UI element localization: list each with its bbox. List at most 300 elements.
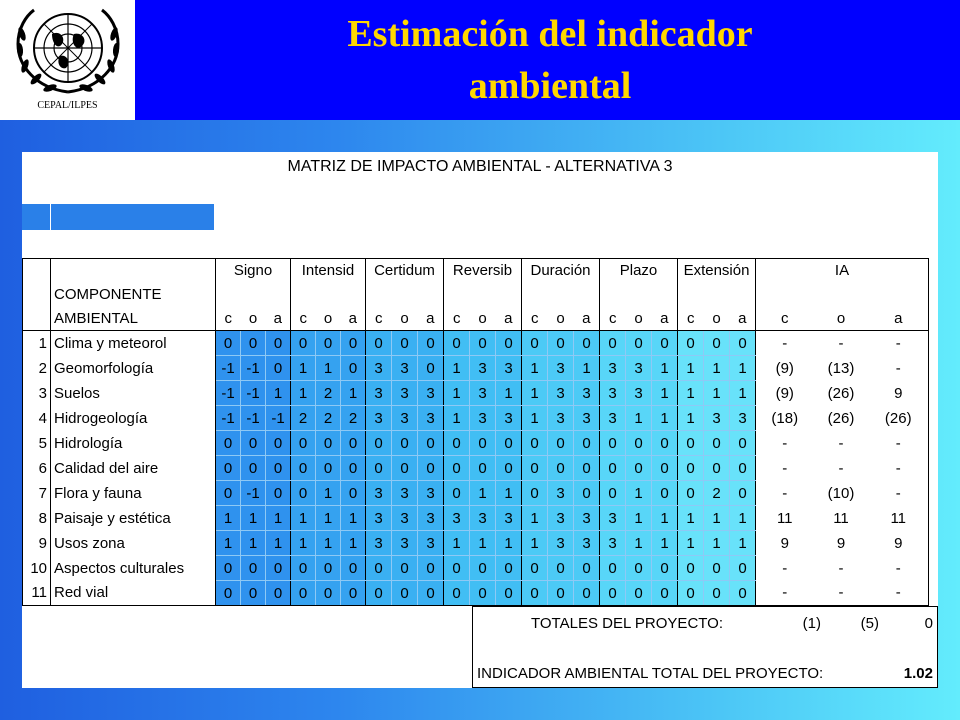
matrix-value: 0 — [266, 556, 291, 581]
row-number: 11 — [23, 581, 51, 606]
matrix-value: 0 — [418, 456, 444, 481]
group-header-ia: IA — [756, 259, 929, 283]
matrix-value: 0 — [600, 556, 626, 581]
matrix-value: 1 — [291, 506, 316, 531]
group-spacer — [678, 283, 756, 307]
matrix-value: 1 — [266, 506, 291, 531]
matrix-value: 1 — [316, 506, 341, 531]
matrix-value: 0 — [291, 456, 316, 481]
matrix-value: 0 — [548, 556, 574, 581]
matrix-value: 2 — [316, 381, 341, 406]
matrix-value: 0 — [652, 331, 678, 356]
matrix-value: 0 — [444, 431, 470, 456]
sub-label: a — [730, 307, 756, 331]
matrix-value: 0 — [522, 456, 548, 481]
matrix-value: 0 — [626, 456, 652, 481]
matrix-value: 0 — [316, 331, 341, 356]
matrix-value: 0 — [600, 331, 626, 356]
matrix-value: 0 — [291, 556, 316, 581]
ia-value: - — [869, 356, 929, 381]
matrix-value: 3 — [600, 506, 626, 531]
matrix-value: 0 — [418, 331, 444, 356]
matrix-value: 3 — [366, 481, 392, 506]
sub-label: a — [869, 307, 929, 331]
matrix-value: 0 — [704, 331, 730, 356]
matrix-value: 3 — [600, 381, 626, 406]
matrix-value: 1 — [241, 531, 266, 556]
matrix-value: 0 — [216, 581, 241, 606]
row-number: 8 — [23, 506, 51, 531]
ia-value: - — [869, 481, 929, 506]
matrix-value: 1 — [291, 381, 316, 406]
matrix-value: 0 — [366, 581, 392, 606]
matrix-value: 3 — [470, 356, 496, 381]
group-spacer — [756, 283, 929, 307]
row-number: 4 — [23, 406, 51, 431]
slide-header — [0, 0, 960, 120]
matrix-value: -1 — [241, 481, 266, 506]
matrix-value: 0 — [704, 456, 730, 481]
matrix-value: 1 — [522, 381, 548, 406]
matrix-value: 1 — [522, 531, 548, 556]
matrix-value: 0 — [418, 431, 444, 456]
matrix-value: 0 — [316, 556, 341, 581]
matrix-value: 0 — [470, 556, 496, 581]
matrix-value: 3 — [574, 531, 600, 556]
matrix-value: 0 — [548, 456, 574, 481]
ia-value: - — [756, 556, 814, 581]
matrix-value: 1 — [216, 531, 241, 556]
component-name: Geomorfología — [51, 356, 216, 381]
matrix-value: 0 — [678, 431, 704, 456]
matrix-value: 0 — [216, 481, 241, 506]
matrix-value: 0 — [366, 431, 392, 456]
ia-value: (9) — [756, 356, 814, 381]
matrix-value: 1 — [341, 531, 366, 556]
table-row — [23, 431, 929, 456]
component-name: Paisaje y estética — [51, 506, 216, 531]
matrix-value: 1 — [241, 506, 266, 531]
matrix-value: 0 — [216, 456, 241, 481]
table-row — [23, 406, 929, 431]
matrix-value: 3 — [574, 406, 600, 431]
spreadsheet-area — [22, 152, 938, 688]
ia-value: (10) — [827, 484, 855, 502]
matrix-value: 3 — [548, 356, 574, 381]
matrix-value: 1 — [730, 531, 756, 556]
matrix-value: 0 — [266, 581, 291, 606]
matrix-value: 0 — [522, 581, 548, 606]
matrix-value: 1 — [216, 506, 241, 531]
matrix-value: 1 — [626, 406, 652, 431]
slide-title — [200, 8, 900, 112]
sub-label: o — [548, 307, 574, 331]
matrix-value: 3 — [496, 506, 522, 531]
matrix-value: 1 — [678, 506, 704, 531]
matrix-value: 0 — [341, 581, 366, 606]
impact-matrix — [22, 258, 929, 606]
matrix-value: 0 — [704, 556, 730, 581]
matrix-value: 3 — [366, 381, 392, 406]
row-number: 2 — [23, 356, 51, 381]
ia-value: 9 — [869, 381, 929, 406]
matrix-value: 3 — [392, 381, 418, 406]
matrix-value: 1 — [730, 356, 756, 381]
matrix-value: -1 — [241, 381, 266, 406]
matrix-value: 1 — [678, 531, 704, 556]
matrix-value: 0 — [266, 331, 291, 356]
ia-value: - — [838, 459, 844, 477]
matrix-value: 3 — [704, 406, 730, 431]
matrix-title: MATRIZ DE IMPACTO AMBIENTAL - ALTERNATIVA 3 — [287, 158, 673, 175]
totals-label: TOTALES DEL PROYECTO: — [531, 615, 723, 632]
table-row — [23, 531, 929, 556]
table-row — [23, 356, 929, 381]
matrix-value: -1 — [216, 356, 241, 381]
group-spacer — [291, 283, 366, 307]
matrix-value: 1 — [496, 531, 522, 556]
matrix-value: -1 — [241, 356, 266, 381]
matrix-value: 3 — [366, 406, 392, 431]
matrix-value: 1 — [470, 481, 496, 506]
matrix-value: 3 — [626, 381, 652, 406]
matrix-value: 1 — [496, 381, 522, 406]
totals-box — [472, 606, 938, 688]
matrix-value: 0 — [522, 481, 548, 506]
matrix-value: 1 — [496, 481, 522, 506]
matrix-value: -1 — [216, 406, 241, 431]
logo-panel — [0, 0, 135, 120]
matrix-value: 1 — [316, 356, 341, 381]
matrix-value: 3 — [418, 406, 444, 431]
ia-value: - — [756, 456, 814, 481]
sub-label: o — [316, 307, 341, 331]
matrix-value: 0 — [496, 456, 522, 481]
matrix-value: 0 — [341, 481, 366, 506]
component-name: Usos zona — [51, 531, 216, 556]
matrix-value: 3 — [574, 506, 600, 531]
group-spacer — [600, 283, 678, 307]
matrix-value: 0 — [341, 331, 366, 356]
org-label: CEPAL/ILPES — [37, 100, 98, 111]
sub-label: o — [470, 307, 496, 331]
matrix-value: 0 — [316, 581, 341, 606]
matrix-value: 0 — [600, 456, 626, 481]
sub-label: o — [626, 307, 652, 331]
matrix-value: 3 — [366, 356, 392, 381]
row-number: 3 — [23, 381, 51, 406]
matrix-value: 0 — [418, 581, 444, 606]
matrix-value: -1 — [241, 406, 266, 431]
matrix-value: 0 — [418, 356, 444, 381]
matrix-value: 1 — [704, 506, 730, 531]
matrix-value: 0 — [522, 431, 548, 456]
matrix-value: 0 — [392, 331, 418, 356]
matrix-value: 0 — [341, 456, 366, 481]
sub-label: o — [704, 307, 730, 331]
matrix-value: 0 — [678, 331, 704, 356]
matrix-value: 1 — [626, 481, 652, 506]
sub-label: o — [241, 307, 266, 331]
matrix-value: 0 — [366, 456, 392, 481]
matrix-value: 1 — [626, 506, 652, 531]
matrix-value: 0 — [626, 331, 652, 356]
matrix-value: 1 — [316, 531, 341, 556]
matrix-value: 0 — [418, 556, 444, 581]
matrix-value: 1 — [444, 406, 470, 431]
matrix-value: 0 — [241, 431, 266, 456]
matrix-value: 0 — [548, 431, 574, 456]
matrix-value: 1 — [652, 531, 678, 556]
ia-value: - — [869, 331, 929, 356]
sub-label: a — [418, 307, 444, 331]
group-spacer — [366, 283, 444, 307]
matrix-value: 0 — [266, 456, 291, 481]
ia-value: - — [756, 481, 814, 506]
row-number-header — [23, 307, 51, 331]
matrix-value: -1 — [216, 381, 241, 406]
matrix-value: 0 — [216, 331, 241, 356]
matrix-value: 3 — [366, 531, 392, 556]
table-row — [23, 481, 929, 506]
matrix-value: 0 — [291, 581, 316, 606]
matrix-value: 3 — [548, 481, 574, 506]
matrix-value: 0 — [444, 456, 470, 481]
matrix-header-sub — [23, 307, 929, 331]
group-header: Extensión — [678, 259, 756, 283]
matrix-value: 0 — [444, 331, 470, 356]
matrix-value: 3 — [392, 531, 418, 556]
matrix-value: 3 — [418, 481, 444, 506]
matrix-header-component — [23, 283, 929, 307]
matrix-value: 0 — [730, 481, 756, 506]
matrix-value: 0 — [241, 331, 266, 356]
matrix-value: 0 — [574, 331, 600, 356]
matrix-value: 3 — [548, 406, 574, 431]
matrix-value: 0 — [266, 481, 291, 506]
ia-value: - — [869, 581, 929, 606]
matrix-value: 0 — [241, 456, 266, 481]
matrix-value: 0 — [730, 331, 756, 356]
matrix-value: -1 — [266, 406, 291, 431]
matrix-value: 1 — [730, 381, 756, 406]
matrix-value: 1 — [522, 406, 548, 431]
sub-label: c — [366, 307, 392, 331]
component-header-blank — [51, 259, 216, 283]
table-row — [23, 506, 929, 531]
matrix-value: 1 — [444, 381, 470, 406]
matrix-value: 0 — [574, 456, 600, 481]
matrix-value: 1 — [704, 381, 730, 406]
group-header: Signo — [216, 259, 291, 283]
matrix-value: 1 — [444, 356, 470, 381]
group-header: Duración — [522, 259, 600, 283]
matrix-value: 0 — [216, 431, 241, 456]
group-header: Reversib — [444, 259, 522, 283]
un-emblem-icon — [8, 4, 128, 96]
ia-value: 9 — [869, 531, 929, 556]
component-name: Clima y meteorol — [51, 331, 216, 356]
blank-header-bar — [22, 204, 215, 230]
matrix-value: 0 — [341, 431, 366, 456]
matrix-value: 0 — [704, 431, 730, 456]
matrix-value: 0 — [316, 456, 341, 481]
matrix-value: 1 — [652, 381, 678, 406]
matrix-value: 0 — [444, 481, 470, 506]
row-number: 1 — [23, 331, 51, 356]
component-name: Flora y fauna — [51, 481, 216, 506]
matrix-value: 2 — [704, 481, 730, 506]
matrix-value: 0 — [266, 356, 291, 381]
title-line-1: Estimación del indicador — [347, 13, 753, 55]
ia-value: 9 — [756, 531, 814, 556]
matrix-value: 0 — [341, 356, 366, 381]
matrix-value: 1 — [316, 481, 341, 506]
row-number: 10 — [23, 556, 51, 581]
row-number-header — [23, 259, 51, 283]
matrix-value: 2 — [341, 406, 366, 431]
row-number: 5 — [23, 431, 51, 456]
matrix-value: 1 — [266, 531, 291, 556]
matrix-value: 0 — [266, 431, 291, 456]
matrix-header-groups — [23, 259, 929, 283]
matrix-value: 0 — [704, 581, 730, 606]
matrix-value: 3 — [600, 356, 626, 381]
ia-value: (9) — [756, 381, 814, 406]
component-header: AMBIENTAL — [51, 307, 216, 331]
matrix-value: 0 — [470, 431, 496, 456]
matrix-value: 3 — [392, 481, 418, 506]
matrix-value: 0 — [652, 431, 678, 456]
matrix-value: 0 — [600, 431, 626, 456]
sub-label: o — [392, 307, 418, 331]
sub-label: c — [216, 307, 241, 331]
matrix-value: 3 — [626, 356, 652, 381]
matrix-value: 0 — [678, 456, 704, 481]
matrix-value: 1 — [704, 531, 730, 556]
matrix-value: 0 — [470, 581, 496, 606]
ia-value: (26) — [827, 384, 855, 402]
matrix-value: 0 — [291, 481, 316, 506]
ia-value: 9 — [836, 534, 846, 552]
ia-value: - — [756, 431, 814, 456]
matrix-value: 0 — [366, 556, 392, 581]
matrix-value: 3 — [392, 506, 418, 531]
matrix-value: 3 — [496, 356, 522, 381]
indicator-value: 1.02 — [903, 665, 933, 682]
matrix-value: 0 — [470, 456, 496, 481]
sub-label: a — [341, 307, 366, 331]
ia-value: - — [869, 431, 929, 456]
ia-value: - — [756, 331, 814, 356]
matrix-value: 0 — [470, 331, 496, 356]
matrix-value: 3 — [418, 531, 444, 556]
matrix-value: 0 — [678, 481, 704, 506]
table-row — [23, 556, 929, 581]
matrix-value: 0 — [496, 581, 522, 606]
indicator-label: INDICADOR AMBIENTAL TOTAL DEL PROYECTO: — [477, 665, 824, 682]
matrix-value: 1 — [522, 506, 548, 531]
matrix-value: 1 — [522, 356, 548, 381]
matrix-value: 0 — [548, 581, 574, 606]
matrix-value: 3 — [470, 381, 496, 406]
row-number-header — [23, 283, 51, 307]
matrix-value: 2 — [316, 406, 341, 431]
table-row — [23, 331, 929, 356]
component-header: COMPONENTE — [51, 283, 216, 307]
matrix-value: 0 — [522, 331, 548, 356]
sub-label: o — [814, 307, 869, 331]
matrix-value: 0 — [730, 456, 756, 481]
ia-value: 11 — [833, 509, 849, 527]
matrix-value: 0 — [522, 556, 548, 581]
sub-label: a — [652, 307, 678, 331]
component-name: Hidrología — [51, 431, 216, 456]
matrix-value: 3 — [392, 356, 418, 381]
component-name: Calidad del aire — [51, 456, 216, 481]
matrix-value: 0 — [730, 431, 756, 456]
matrix-value: 0 — [652, 481, 678, 506]
matrix-value: 0 — [626, 431, 652, 456]
sub-label: c — [291, 307, 316, 331]
ia-value: - — [838, 559, 844, 577]
row-number: 6 — [23, 456, 51, 481]
matrix-value: 0 — [574, 431, 600, 456]
matrix-value: 0 — [216, 556, 241, 581]
group-header: Plazo — [600, 259, 678, 283]
matrix-value: 0 — [392, 581, 418, 606]
sub-label: c — [600, 307, 626, 331]
ia-value: - — [869, 456, 929, 481]
group-spacer — [216, 283, 291, 307]
matrix-value: 3 — [496, 406, 522, 431]
component-name: Suelos — [51, 381, 216, 406]
matrix-value: 3 — [574, 381, 600, 406]
group-header: Intensid — [291, 259, 366, 283]
matrix-value: 3 — [548, 506, 574, 531]
matrix-value: 1 — [652, 356, 678, 381]
sub-label: c — [678, 307, 704, 331]
matrix-value: 0 — [678, 556, 704, 581]
ia-value: - — [756, 581, 814, 606]
table-row — [23, 456, 929, 481]
matrix-value: 0 — [574, 481, 600, 506]
matrix-value: 1 — [730, 506, 756, 531]
matrix-value: 0 — [574, 556, 600, 581]
matrix-value: 1 — [678, 406, 704, 431]
matrix-value: 1 — [678, 381, 704, 406]
row-number: 7 — [23, 481, 51, 506]
matrix-value: 1 — [341, 381, 366, 406]
matrix-value: 1 — [341, 506, 366, 531]
group-spacer — [444, 283, 522, 307]
sub-label: c — [444, 307, 470, 331]
matrix-value: 0 — [730, 556, 756, 581]
matrix-value: 1 — [291, 356, 316, 381]
matrix-value: 0 — [316, 431, 341, 456]
matrix-value: 3 — [418, 506, 444, 531]
matrix-value: 0 — [291, 331, 316, 356]
matrix-value: 0 — [392, 556, 418, 581]
matrix-value: 0 — [626, 556, 652, 581]
ia-value: (26) — [869, 406, 929, 431]
matrix-value: 1 — [704, 356, 730, 381]
ia-value: - — [869, 556, 929, 581]
matrix-value: 1 — [678, 356, 704, 381]
matrix-value: 3 — [470, 506, 496, 531]
matrix-value: 3 — [600, 531, 626, 556]
matrix-value: 0 — [444, 581, 470, 606]
